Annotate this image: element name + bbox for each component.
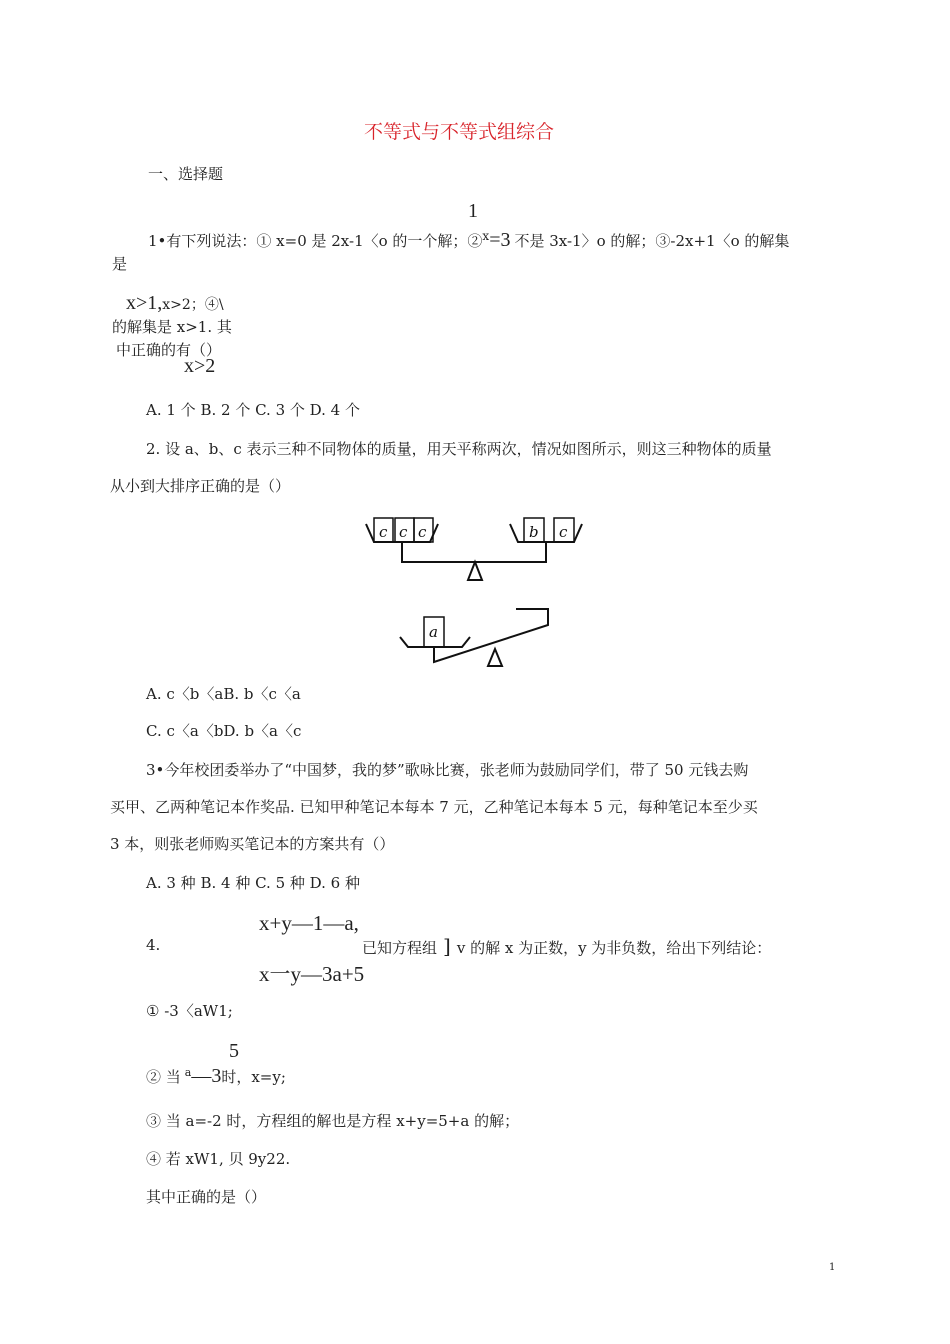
fig-label-c4: c xyxy=(559,523,568,541)
fig-label-b: b xyxy=(529,523,539,541)
q2-text-line2: 从小到大排序正确的是（） xyxy=(110,477,291,495)
section-heading: 一、选择题 xyxy=(148,165,224,183)
q1-ineq2: x>2 xyxy=(184,355,216,377)
q1-text-line4: 中正确的有（） xyxy=(116,341,222,359)
q4-stem-end: v 的解 x 为正数，y 为非负数，给出下列结论： xyxy=(456,939,772,957)
q3-text-line2: 买甲、乙两种笔记本作奖品. 已知甲种笔记本每本 7 元，乙种笔记本每本 5 元，每种笔记本至少买 xyxy=(110,798,758,816)
q1-text-line2: 是 xyxy=(112,255,128,273)
q4-c2-end: 时，x=y; xyxy=(221,1068,286,1086)
q1-line1-end: 不是 3x-1〉o 的解；③-2x+1〈o 的解集 xyxy=(514,232,790,250)
q2-options-cd: C. c〈a〈bD. b〈a〈c xyxy=(146,722,302,740)
q1-text-line1 xyxy=(148,229,789,252)
fig-label-a: a xyxy=(429,623,438,641)
q1-options: A. 1 个 B. 2 个 C. 3 个 D. 4 个 xyxy=(146,401,360,419)
q1-ineq-row xyxy=(126,292,224,315)
q3-text-line3: 3 本，则张老师购买笔记本的方案共有（） xyxy=(110,835,395,853)
q1-sup-x: x xyxy=(482,229,490,243)
q4-equation2: x一y—3a+5 xyxy=(259,962,365,986)
q2-options-ab: A. c〈b〈aB. b〈c〈a xyxy=(146,685,301,703)
page-number: 1 xyxy=(829,1262,836,1273)
q4-conclusion-1: ① -3〈aW1; xyxy=(146,1002,233,1020)
q4-number: 4. xyxy=(146,936,161,954)
q4-equation1: x+y—1—a, xyxy=(259,911,359,935)
fig-label-c1: c xyxy=(379,523,388,541)
q1-text-line3: 的解集是 x>1. 其 xyxy=(112,318,232,336)
fig-label-c3: c xyxy=(418,523,427,541)
q4-stem xyxy=(362,934,771,958)
q4-conclusion-2-fraction: 5 xyxy=(229,1040,239,1062)
balance-figure-top xyxy=(360,508,590,588)
page-title: 不等式与不等式组综合 xyxy=(364,121,555,143)
q2-text-line1: 2. 设 a、b、c 表示三种不同物体的质量，用天平称两次，情况如图所示，则这三种物体的质量 xyxy=(146,440,772,458)
q4-conclusion-4: ④ 若 xW1, 贝 9y22. xyxy=(146,1150,291,1168)
q4-c2-start: ② 当 xyxy=(146,1068,181,1086)
q4-c2-mid: —3 xyxy=(191,1065,222,1087)
q4-stem-start: 已知方程组 xyxy=(362,939,438,957)
q4-conclusion-2 xyxy=(146,1065,286,1088)
q4-question: 其中正确的是（） xyxy=(146,1188,267,1206)
q1-ineq1: x>1, xyxy=(126,292,163,314)
fig-label-c2: c xyxy=(399,523,408,541)
balance-figure-bottom xyxy=(396,605,566,675)
q4-c2-sup: a xyxy=(184,1066,192,1079)
q1-ineq1b: x>2；④\ xyxy=(162,297,224,313)
q1-line1-start: 1•有下列说法：① x=0 是 2x-1〈o 的一个解；② xyxy=(148,232,483,250)
q1-eq3: =3 xyxy=(489,229,511,251)
q3-options: A. 3 种 B. 4 种 C. 5 种 D. 6 种 xyxy=(146,874,360,892)
q4-conclusion-3: ③ 当 a=-2 时，方程组的解也是方程 x+y=5+a 的解； xyxy=(146,1112,520,1130)
q1-fraction-numerator: 1 xyxy=(468,200,478,222)
q3-text-line1: 3•今年校团委举办了“中国梦，我的梦”歌咏比赛，张老师为鼓励同学们，带了 50 元钱去购 xyxy=(146,761,749,779)
q4-bracket: ] xyxy=(443,934,451,958)
